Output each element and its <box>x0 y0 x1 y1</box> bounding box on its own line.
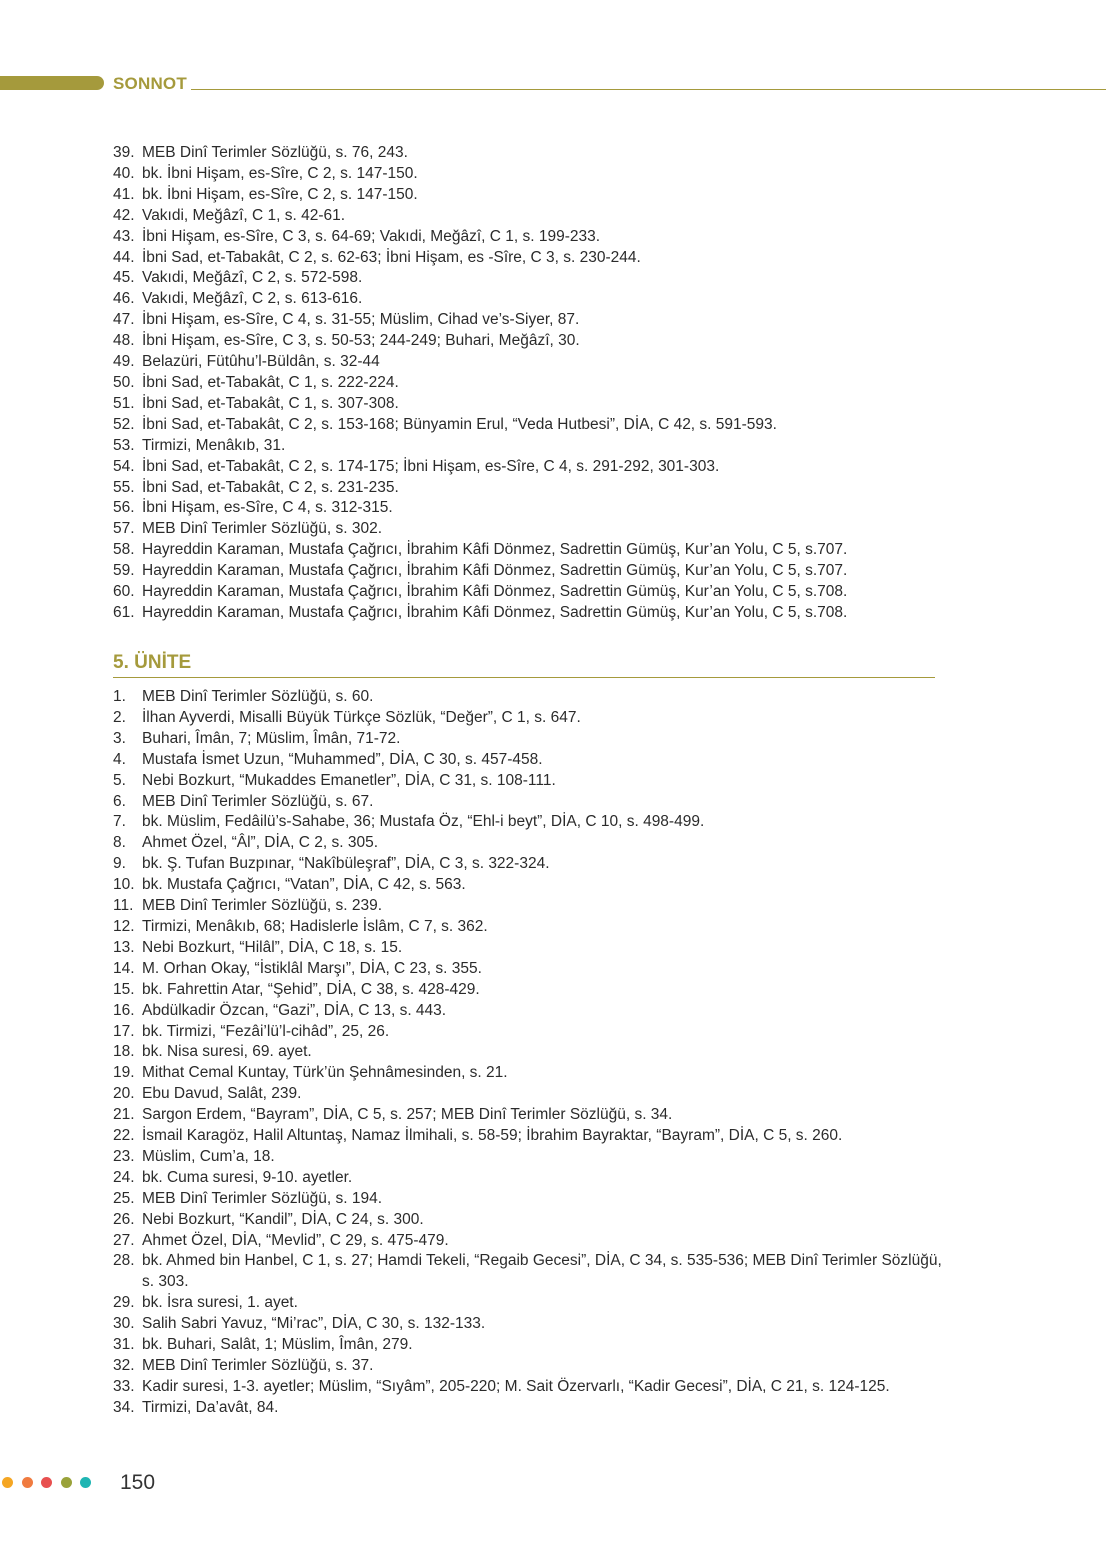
endnote-item <box>113 833 943 854</box>
endnote-item <box>113 1377 943 1398</box>
header-rule <box>191 89 1106 90</box>
endnote-item <box>113 582 943 603</box>
endnote-text: Hayreddin Karaman, Mustafa Çağrıcı, İbrahim Kâfi Dönmez, Sadrettin Gümüş, Kur’an Yolu, C 5, s.708. <box>142 603 848 621</box>
endnote-text: bk. Nisa suresi, 69. ayet. <box>142 1043 312 1061</box>
endnote-item <box>113 1105 943 1126</box>
endnote-number: 33. <box>113 1377 135 1395</box>
endnote-item <box>113 206 943 227</box>
endnote-number: 51. <box>113 394 135 412</box>
endnote-text: Vakıdi, Meğâzî, C 1, s. 42-61. <box>142 206 346 224</box>
endnote-text: MEB Dinî Terimler Sözlüğü, s. 37. <box>142 1357 374 1374</box>
endnote-number: 28. <box>113 1252 135 1270</box>
endnote-item <box>113 415 943 436</box>
endnote-item <box>113 1084 943 1105</box>
endnote-text: bk. Ahmed bin Hanbel, C 1, s. 27; Hamdi Tekeli, “Regaib Gecesi”, DİA, C 34, s. 535-536; MEB Dinî Terimler Sözlüğü, s. 303. <box>142 1252 942 1291</box>
endnote-text: Tirmizi, Da’avât, 84. <box>142 1398 279 1416</box>
endnote-item <box>113 1356 943 1377</box>
endnote-item <box>113 1063 943 1084</box>
endnote-text: İbni Sad, et-Tabakât, C 2, s. 153-168; Bünyamin Erul, “Veda Hutbesi”, DİA, C 42, s. 591-593. <box>142 415 777 433</box>
endnote-text: Tirmizi, Menâkıb, 68; Hadislerle İslâm, C 7, s. 362. <box>142 917 488 935</box>
endnote-text: bk. İbni Hişam, es-Sîre, C 2, s. 147-150. <box>142 185 418 203</box>
endnote-item <box>113 457 943 478</box>
endnote-number: 5. <box>113 771 126 789</box>
endnote-number: 60. <box>113 583 135 601</box>
endnote-text: Belazüri, Fütûhu’l-Büldân, s. 32-44 <box>142 353 380 371</box>
endnote-text: MEB Dinî Terimler Sözlüğü, s. 194. <box>142 1189 383 1207</box>
endnote-item <box>113 687 943 708</box>
endnote-text: Nebi Bozkurt, “Hilâl”, DİA, C 18, s. 15. <box>142 938 403 956</box>
endnote-item <box>113 310 943 331</box>
endnote-text: MEB Dinî Terimler Sözlüğü, s. 67. <box>142 792 374 810</box>
endnote-text: MEB Dinî Terimler Sözlüğü, s. 76, 243. <box>142 144 408 161</box>
endnote-text: Hayreddin Karaman, Mustafa Çağrıcı, İbrahim Kâfi Dönmez, Sadrettin Gümüş, Kur’an Yolu, C 5, s.707. <box>142 562 848 580</box>
endnote-number: 4. <box>113 750 126 768</box>
header-title: SONNOT <box>113 74 187 93</box>
endnote-item <box>113 561 943 582</box>
endnote-item <box>113 917 943 938</box>
endnote-item <box>113 729 943 750</box>
endnote-item <box>113 812 943 833</box>
endnote-item <box>113 1147 943 1168</box>
endnote-text: MEB Dinî Terimler Sözlüğü, s. 60. <box>142 688 374 705</box>
endnote-number: 13. <box>113 938 135 956</box>
endnote-item <box>113 980 943 1001</box>
endnote-number: 14. <box>113 959 135 977</box>
endnote-item <box>113 540 943 561</box>
endnote-number: 26. <box>113 1210 135 1228</box>
endnote-number: 61. <box>113 603 135 621</box>
page-number: 150 <box>120 1471 156 1494</box>
endnote-text: İbni Sad, et-Tabakât, C 2, s. 174-175; İbni Hişam, es-Sîre, C 4, s. 291-292, 301-303. <box>142 457 720 475</box>
endnote-item <box>113 1189 943 1210</box>
endnote-number: 55. <box>113 478 135 496</box>
endnote-item <box>113 1293 943 1314</box>
endnotes-list-unit-5 <box>113 687 943 1419</box>
endnote-text: M. Orhan Okay, “İstiklâl Marşı”, DİA, C 23, s. 355. <box>142 959 482 977</box>
endnote-text: bk. Cuma suresi, 9-10. ayetler. <box>142 1168 353 1186</box>
header-accent-bar <box>0 76 104 90</box>
endnote-number: 1. <box>113 688 126 705</box>
endnote-item <box>113 164 943 185</box>
endnote-text: İlhan Ayverdi, Misalli Büyük Türkçe Sözlük, “Değer”, C 1, s. 647. <box>142 708 581 726</box>
endnote-number: 10. <box>113 876 135 894</box>
endnote-number: 50. <box>113 373 135 391</box>
endnote-number: 29. <box>113 1294 135 1312</box>
endnote-text: MEB Dinî Terimler Sözlüğü, s. 239. <box>142 897 383 915</box>
endnote-text: Mustafa İsmet Uzun, “Muhammed”, DİA, C 30, s. 457-458. <box>142 750 543 768</box>
endnote-item <box>113 1314 943 1335</box>
endnote-item <box>113 227 943 248</box>
endnote-text: İbni Sad, et-Tabakât, C 2, s. 62-63; İbni Hişam, es -Sîre, C 3, s. 230-244. <box>142 248 641 266</box>
endnote-text: Vakıdi, Meğâzî, C 2, s. 613-616. <box>142 290 363 308</box>
page-header <box>0 74 1106 94</box>
endnote-text: İbni Hişam, es-Sîre, C 4, s. 31-55; Müslim, Cihad ve’s-Siyer, 87. <box>142 311 580 329</box>
endnote-item <box>113 1042 943 1063</box>
endnote-number: 45. <box>113 269 135 287</box>
endnote-item <box>113 248 943 269</box>
endnote-number: 3. <box>113 729 126 747</box>
endnote-item <box>113 289 943 310</box>
endnote-text: Nebi Bozkurt, “Kandil”, DİA, C 24, s. 300. <box>142 1210 424 1228</box>
endnote-text: bk. Müslim, Fedâilü’s-Sahabe, 36; Mustafa Öz, “Ehl-i beyt”, DİA, C 10, s. 498-499. <box>142 813 705 831</box>
endnote-number: 40. <box>113 164 135 182</box>
section-title: 5. ÜNİTE <box>113 652 192 673</box>
endnote-item <box>113 268 943 289</box>
endnote-number: 43. <box>113 227 135 245</box>
endnote-number: 22. <box>113 1127 135 1145</box>
endnote-item <box>113 394 943 415</box>
endnote-text: bk. Buhari, Salât, 1; Müslim, Îmân, 279. <box>142 1336 413 1354</box>
endnote-text: Mithat Cemal Kuntay, Türk’ün Şehnâmesinden, s. 21. <box>142 1064 508 1082</box>
endnote-item <box>113 708 943 729</box>
endnote-text: İbni Hişam, es-Sîre, C 3, s. 50-53; 244-249; Buhari, Meğâzî, 30. <box>142 332 580 350</box>
endnote-item <box>113 854 943 875</box>
endnote-text: Nebi Bozkurt, “Mukaddes Emanetler”, DİA, C 31, s. 108-111. <box>142 771 556 789</box>
endnote-item <box>113 352 943 373</box>
endnote-number: 48. <box>113 332 135 350</box>
endnote-number: 27. <box>113 1231 135 1249</box>
endnote-item <box>113 603 943 624</box>
footer-dot <box>41 1477 52 1488</box>
endnote-item <box>113 1335 943 1356</box>
endnote-number: 58. <box>113 541 135 559</box>
endnote-item <box>113 1398 943 1419</box>
endnote-item <box>113 498 943 519</box>
endnote-number: 59. <box>113 562 135 580</box>
endnote-number: 6. <box>113 792 126 810</box>
footer-dot <box>2 1477 13 1488</box>
endnote-item <box>113 959 943 980</box>
endnote-number: 49. <box>113 353 135 371</box>
endnote-text: İbni Sad, et-Tabakât, C 2, s. 231-235. <box>142 478 399 496</box>
endnote-item <box>113 331 943 352</box>
endnote-number: 19. <box>113 1064 135 1082</box>
endnote-text: Hayreddin Karaman, Mustafa Çağrıcı, İbrahim Kâfi Dönmez, Sadrettin Gümüş, Kur’an Yolu, C 5, s.708. <box>142 583 848 601</box>
endnote-text: Abdülkadir Özcan, “Gazi”, DİA, C 13, s. 443. <box>142 1001 447 1019</box>
endnote-text: Hayreddin Karaman, Mustafa Çağrıcı, İbrahim Kâfi Dönmez, Sadrettin Gümüş, Kur’an Yolu, C 5, s.707. <box>142 541 848 559</box>
endnote-text: Tirmizi, Menâkıb, 31. <box>142 436 286 454</box>
endnote-item <box>113 1210 943 1231</box>
endnote-text: Vakıdi, Meğâzî, C 2, s. 572-598. <box>142 269 363 287</box>
endnote-item <box>113 750 943 771</box>
endnote-text: bk. Fahrettin Atar, “Şehid”, DİA, C 38, s. 428-429. <box>142 980 480 998</box>
endnote-text: Kadir suresi, 1-3. ayetler; Müslim, “Sıyâm”, 205-220; M. Sait Özervarlı, “Kadir Gecesi”, DİA, C 21, s. 124-125. <box>142 1377 890 1395</box>
endnote-number: 8. <box>113 834 126 852</box>
endnote-text: bk. Ş. Tufan Buzpınar, “Nakîbüleşraf”, DİA, C 3, s. 322-324. <box>142 855 550 873</box>
endnote-number: 34. <box>113 1398 135 1416</box>
endnote-item <box>113 519 943 540</box>
endnote-number: 25. <box>113 1189 135 1207</box>
endnote-item <box>113 1251 943 1293</box>
footer-dot <box>61 1477 72 1488</box>
endnote-text: İbni Hişam, es-Sîre, C 3, s. 64-69; Vakıdi, Meğâzî, C 1, s. 199-233. <box>142 227 601 245</box>
endnote-number: 9. <box>113 855 126 873</box>
endnote-text: Salih Sabri Yavuz, “Mi’rac”, DİA, C 30, s. 132-133. <box>142 1315 486 1333</box>
endnote-item <box>113 771 943 792</box>
endnote-number: 15. <box>113 980 135 998</box>
endnote-item <box>113 1231 943 1252</box>
endnote-number: 30. <box>113 1315 135 1333</box>
endnote-number: 2. <box>113 708 126 726</box>
endnote-item <box>113 896 943 917</box>
endnote-number: 54. <box>113 457 135 475</box>
endnote-text: bk. Tirmizi, “Fezâi’lü’l-cihâd”, 25, 26. <box>142 1022 390 1040</box>
endnote-number: 53. <box>113 436 135 454</box>
footer-dot <box>22 1477 33 1488</box>
endnote-text: Ahmet Özel, “Âl”, DİA, C 2, s. 305. <box>142 834 379 852</box>
endnote-number: 24. <box>113 1168 135 1186</box>
endnote-item <box>113 1022 943 1043</box>
endnote-text: İsmail Karagöz, Halil Altuntaş, Namaz İlmihali, s. 58-59; İbrahim Bayraktar, “Bayram”, DİA, C 5, s. 260. <box>142 1127 843 1145</box>
endnote-number: 23. <box>113 1147 135 1165</box>
endnote-number: 57. <box>113 520 135 538</box>
endnote-item <box>113 1001 943 1022</box>
endnote-number: 41. <box>113 185 135 203</box>
endnote-number: 16. <box>113 1001 135 1019</box>
endnote-number: 7. <box>113 813 126 831</box>
endnote-number: 39. <box>113 144 135 161</box>
endnote-text: Ahmet Özel, DİA, “Mevlid”, C 29, s. 475-479. <box>142 1231 449 1249</box>
endnote-text: Müslim, Cum’a, 18. <box>142 1147 275 1165</box>
endnote-text: bk. İbni Hişam, es-Sîre, C 2, s. 147-150. <box>142 164 418 182</box>
footer-dot <box>80 1477 91 1488</box>
endnote-number: 32. <box>113 1357 135 1374</box>
endnote-number: 21. <box>113 1106 135 1124</box>
endnote-text: Ebu Davud, Salât, 239. <box>142 1085 302 1103</box>
endnote-number: 12. <box>113 917 135 935</box>
endnote-text: İbni Sad, et-Tabakât, C 1, s. 222-224. <box>142 373 399 391</box>
endnote-number: 11. <box>113 897 134 915</box>
endnote-text: MEB Dinî Terimler Sözlüğü, s. 302. <box>142 520 383 538</box>
endnote-item <box>113 478 943 499</box>
endnote-number: 20. <box>113 1085 135 1103</box>
endnote-item <box>113 185 943 206</box>
endnotes-list-previous-unit <box>113 143 943 624</box>
endnote-text: İbni Hişam, es-Sîre, C 4, s. 312-315. <box>142 499 393 517</box>
endnote-number: 42. <box>113 206 135 224</box>
endnote-text: Buhari, Îmân, 7; Müslim, Îmân, 71-72. <box>142 729 401 747</box>
endnote-number: 56. <box>113 499 135 517</box>
endnote-number: 46. <box>113 290 135 308</box>
endnote-item <box>113 875 943 896</box>
endnote-item <box>113 436 943 457</box>
endnote-item <box>113 938 943 959</box>
endnote-number: 47. <box>113 311 135 329</box>
endnote-number: 18. <box>113 1043 135 1061</box>
endnote-text: Sargon Erdem, “Bayram”, DİA, C 5, s. 257; MEB Dinî Terimler Sözlüğü, s. 34. <box>142 1106 673 1124</box>
endnote-text: bk. İsra suresi, 1. ayet. <box>142 1294 298 1312</box>
endnote-number: 52. <box>113 415 135 433</box>
endnote-number: 44. <box>113 248 135 266</box>
endnote-number: 31. <box>113 1336 135 1354</box>
endnote-text: bk. Mustafa Çağrıcı, “Vatan”, DİA, C 42, s. 563. <box>142 876 466 894</box>
endnote-item <box>113 1126 943 1147</box>
endnote-number: 17. <box>113 1022 135 1040</box>
endnote-item <box>113 143 943 164</box>
endnote-item <box>113 1168 943 1189</box>
endnote-item <box>113 373 943 394</box>
section-rule <box>113 677 935 678</box>
endnote-item <box>113 792 943 813</box>
endnote-text: İbni Sad, et-Tabakât, C 1, s. 307-308. <box>142 394 399 412</box>
